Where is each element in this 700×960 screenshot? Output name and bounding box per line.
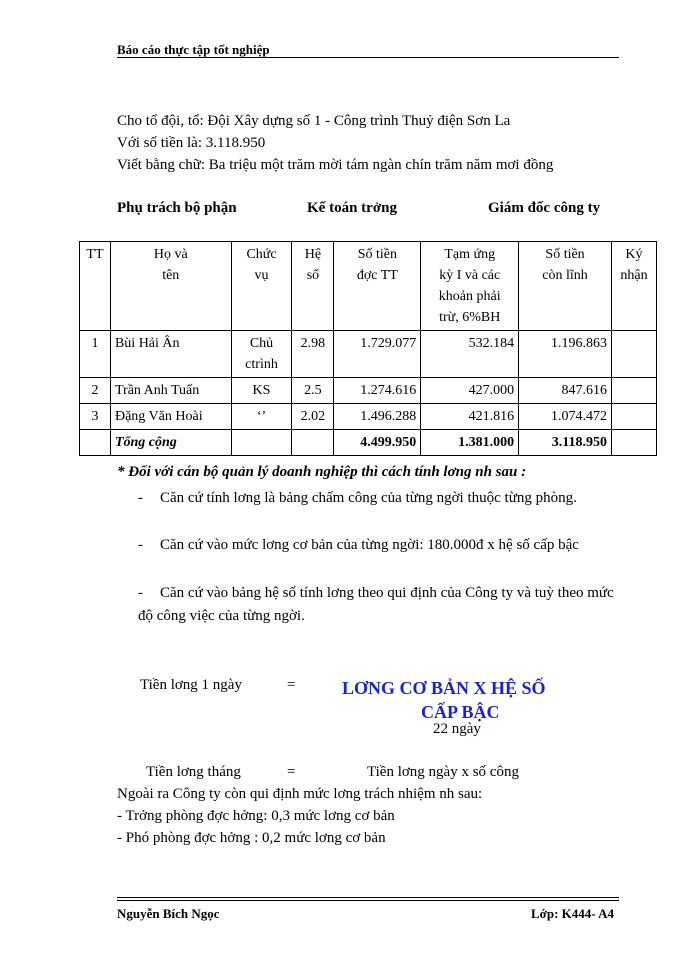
intro-amount-words: Viết bằng chữ: Ba triệu một trăm mời tám ngàn chín trăm năm mơi đồng — [117, 157, 554, 173]
monthly-wage-equals: = — [287, 764, 296, 780]
note-heading: * Đối với cán bộ quản lý doanh nghiệp thì cách tính lơng nh sau : — [117, 464, 527, 480]
signature-director: Giám đốc công ty — [488, 200, 601, 216]
header-rule — [117, 57, 619, 58]
footer-rule — [117, 900, 619, 901]
total-label: Tổng cộng — [110, 430, 231, 456]
intro-amount: Với số tiền là: 3.118.950 — [117, 135, 266, 151]
footer-author: Nguyễn Bích Ngọc — [117, 906, 220, 921]
table-row: 3 Đặng Văn Hoài ‘’ 2.02 1.496.288 421.816 1.074.472 — [80, 404, 657, 430]
total-advance: 1.381.000 — [421, 430, 519, 456]
note-bullet: - Căn cứ vào bảng hệ số tính lơng theo qui định của Công ty và tuỳ theo mức độ công việc của từng ngời. — [138, 582, 618, 628]
responsibility-intro: Ngoài ra Công ty còn qui định mức lơng trách nhiệm nh sau: — [117, 786, 483, 802]
col-header-advance: Tạm ứng kỳ I và các khoản phải trừ, 6%BH — [421, 242, 519, 331]
daily-wage-denominator: 22 ngày — [433, 721, 481, 737]
note-bullet: - Căn cứ vào mức lơng cơ bản của từng ngời: 180.000đ x hệ số cấp bậc — [138, 534, 618, 557]
signature-dept-head: Phụ trách bộ phận — [117, 200, 237, 216]
header-title: Báo cáo thực tập tốt nghiệp — [117, 42, 270, 57]
col-header-sign: Ký nhận — [611, 242, 656, 331]
responsibility-head: - Trởng phòng đợc hởng: 0,3 mức lơng cơ bản — [117, 808, 395, 824]
signature-chief-accountant: Kế toán trởng — [307, 200, 397, 216]
intro-recipient: Cho tổ đội, tổ: Đội Xây dựng số 1 - Công trình Thuỷ điện Sơn La — [117, 113, 511, 129]
daily-wage-label: Tiền lơng 1 ngày — [140, 677, 242, 693]
bullet-dash: - — [138, 585, 143, 601]
daily-wage-numerator-cont: CẤP BẬC — [421, 702, 500, 722]
col-header-name: Họ và tên — [110, 242, 231, 331]
col-header-coef: Hệ số — [292, 242, 334, 331]
col-header-tt: TT — [80, 242, 111, 331]
col-header-remaining: Số tiền còn lĩnh — [519, 242, 612, 331]
responsibility-deputy: - Phó phòng đợc hởng : 0,2 mức lơng cơ bản — [117, 830, 386, 846]
total-remaining: 3.118.950 — [519, 430, 612, 456]
total-amount: 4.499.950 — [334, 430, 421, 456]
table-header-row — [80, 242, 657, 331]
col-header-role: Chức vụ — [231, 242, 292, 331]
table-row: 2 Trần Anh Tuấn KS 2.5 1.274.616 427.000 847.616 — [80, 378, 657, 404]
col-header-amount: Số tiền đợc TT — [334, 242, 421, 331]
table-row: 1 Bùi Hải Ân Chủ ctrình 2.98 1.729.077 532.184 1.196.863 — [80, 331, 657, 378]
daily-wage-equals: = — [287, 677, 296, 693]
payment-table — [79, 241, 657, 456]
monthly-wage-value: Tiền lơng ngày x số công — [367, 764, 519, 780]
bullet-dash: - — [138, 490, 143, 506]
note-bullet: - Căn cứ tính lơng là bảng chấm công của từng ngời thuộc từng phòng. — [138, 487, 618, 510]
daily-wage-numerator: LƠNG CƠ BẢN X HỆ SỐ — [342, 678, 546, 698]
bullet-dash: - — [138, 537, 143, 553]
footer-class: Lớp: K444- A4 — [531, 906, 615, 921]
footer-rule — [117, 897, 619, 898]
monthly-wage-label: Tiền lơng tháng — [146, 764, 241, 780]
table-total-row — [80, 430, 657, 456]
